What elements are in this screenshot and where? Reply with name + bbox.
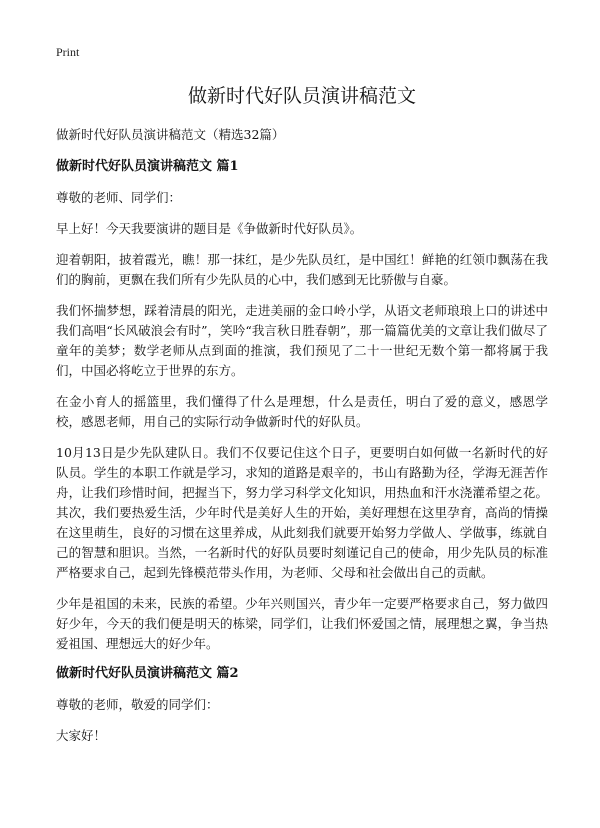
section-heading: 做新时代好队员演讲稿范文 篇2: [56, 666, 239, 681]
section-2: [56, 665, 548, 746]
section-heading: 做新时代好队员演讲稿范文 篇1: [56, 159, 239, 174]
document-subtitle: 做新时代好队员演讲稿范文（精选32篇）: [56, 127, 285, 142]
salutation-paragraph: 尊敬的老师、同学们：: [56, 190, 182, 205]
body-paragraph: 迎着朝阳，披着霞光，瞧！那一抹红，是少先队员红，是中国红！鲜艳的红领巾飘荡在我们的胸前，更飘在我们所有少先队员的心中，我们感到无比骄傲与自豪。: [56, 252, 548, 287]
section-1: [56, 158, 548, 654]
salutation-paragraph: 尊敬的老师，敬爱的同学们：: [56, 697, 219, 712]
greeting-paragraph: 早上好！今天我要演讲的题目是《争做新时代好队员》。: [56, 221, 363, 236]
body-paragraph: 在金小育人的摇篮里，我们懂得了什么是理想，什么是责任，明白了爱的意义，感恩学校，感恩老师，用自己的实际行动争做新时代的好队员。: [56, 394, 548, 429]
body-paragraph: 10月13日是少先队建队日。我们不仅要记住这个日子，更要明白如何做一名新时代的好队员。学生的本职工作就是学习，求知的道路是艰辛的，书山有路勤为径，学海无涯苦作舟，让我们珍惜时间，把握当下，努力学习科学文化知识，用热血和汗水浇灌希望之花。其次，我们要热爱生活，少年时代是美好人生的开始，美好理想在这里孕育，高尚的情操在这里萌生，良好的习惯在这里养成，从此刻我们就要开始努力学做人、学做事，练就自己的智慧和胆识。当然，一名新时代的好队员要时刻谨记自己的使命，用少先队员的标准严格要求自己，起到先锋模范带头作用，为老师、父母和社会做出自己的贡献。: [56, 445, 548, 580]
document-title: 做新时代好队员演讲稿范文: [187, 85, 416, 107]
body-paragraph: 少年是祖国的未来，民族的希望。少年兴则国兴，青少年一定要严格要求自己，努力做四好少年，今天的我们便是明天的栋梁，同学们，让我们怀爱国之情，展理想之翼，争当热爱祖国、理想远大的好少年。: [56, 596, 548, 651]
body-paragraph: 我们怀揣梦想，踩着清晨的阳光，走进美丽的金口岭小学，从语文老师琅琅上口的讲述中我们高唱“长风破浪会有时”，笑吟“我言秋日胜春朝”，那一篇篇优美的文章让我们做尽了童年的美梦；数学老师从点到面的推演，我们预见了二十一世纪无数个第一都将属于我们，中国必将屹立于世界的东方。: [56, 303, 548, 378]
print-link[interactable]: Print: [56, 45, 80, 59]
greeting-paragraph: 大家好！: [56, 728, 107, 743]
